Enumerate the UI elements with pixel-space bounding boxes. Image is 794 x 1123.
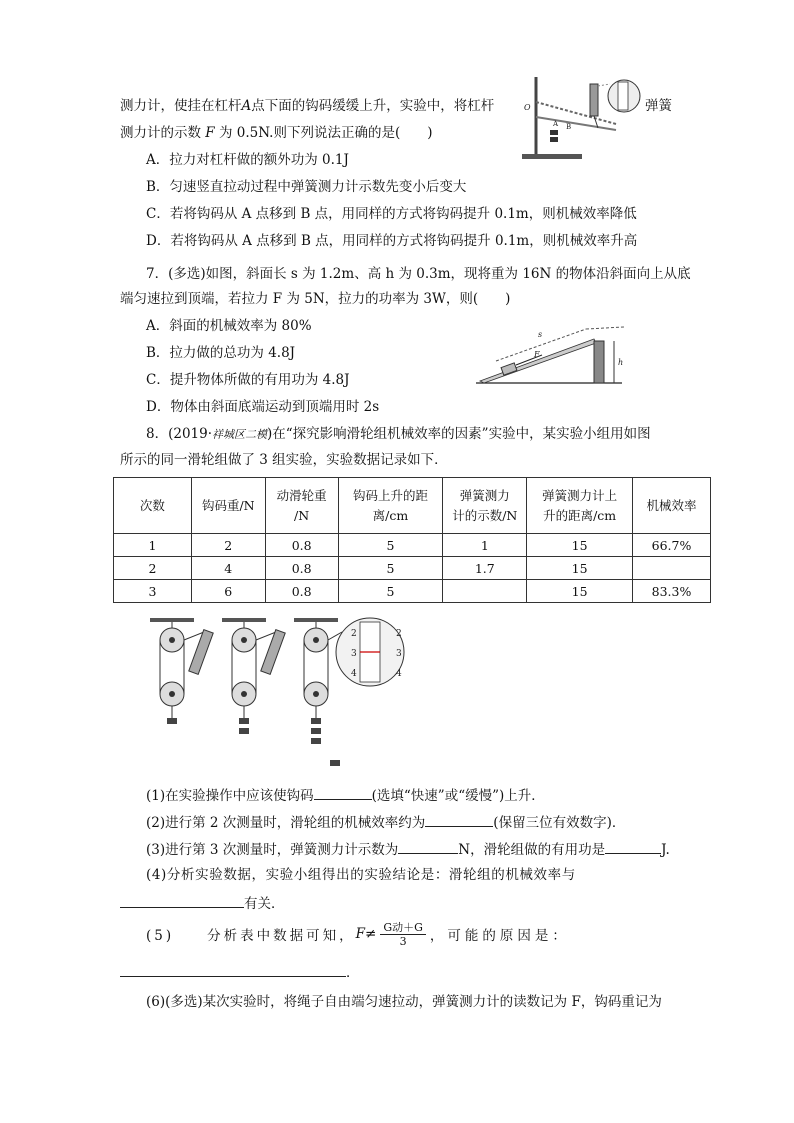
table-cell: 5: [338, 534, 443, 557]
lever-figure: [506, 72, 642, 162]
header-text: 钩码重/N: [201, 497, 255, 513]
table-cell: 2: [114, 557, 192, 580]
table-row: [114, 534, 711, 557]
q6-option-a: A．拉力对杠杆做的额外功为 0.1J: [146, 152, 349, 168]
q7-option-b: B．拉力做的总功为 4.8J: [146, 345, 296, 361]
incline-figure: [474, 323, 636, 387]
answer-blank[interactable]: [120, 962, 346, 977]
table-header: [443, 478, 527, 534]
sub-text: (选填“快速”或“缓慢”)上升．: [371, 788, 545, 804]
header-text: 离/cm: [372, 507, 409, 523]
q6-text: 为 0.5N.则下列说法正确的是( ): [218, 125, 433, 141]
q6-option-c: C．若将钩码从 A 点移到 B 点，用同样的方式将钩码提升 0.1m，则机械效率降低: [146, 206, 637, 222]
table-cell: 0.8: [265, 534, 338, 557]
sub-text: 有关．: [244, 896, 285, 912]
table-cell: 0.8: [265, 580, 338, 603]
q6-text: 测力计，使挂在杠杆: [120, 98, 242, 114]
q8-sub5: [146, 914, 570, 954]
q7-line1: 7．(多选)如图，斜面长 s 为 1.2m、高 h 为 0.3m，现将重为 16N 的物体沿斜面向上从底: [146, 266, 691, 282]
table-cell: 1: [114, 534, 192, 557]
header-text: /N: [294, 507, 310, 523]
answer-blank[interactable]: [425, 812, 493, 827]
scale-label: 2: [351, 629, 357, 639]
pulley-figure: [146, 612, 412, 772]
q6-option-b: B．匀速竖直拉动过程中弹簧测力计示数先变小后变大: [146, 179, 467, 195]
scale-label: 2: [396, 629, 402, 639]
header-text: 升的距离/cm: [543, 507, 617, 523]
scale-label: 4: [396, 669, 402, 679]
fig-label-F: F: [534, 350, 540, 359]
table-cell: 0.8: [265, 557, 338, 580]
table-cell: 2: [191, 534, 265, 557]
q8-text: )在“探究影响滑轮组机械效率的因素”实验中，某实验小组用如图: [267, 426, 651, 442]
fraction-denominator: 3: [399, 934, 407, 948]
q8-sub3: [146, 839, 670, 859]
fig-label-s: s: [538, 330, 543, 339]
header-text: 钩码上升的距: [352, 487, 428, 503]
q6-text: 测力计的示数: [120, 125, 201, 141]
table-row: [114, 580, 711, 603]
table-header: [191, 478, 265, 534]
q8-sub4: (4)分析实验数据，实验小组得出的实验结论是：滑轮组的机械效率与: [146, 867, 576, 883]
table-cell: [443, 580, 527, 603]
q8-source: 祥城区二模: [212, 428, 268, 441]
var-A: A: [241, 98, 252, 114]
table-cell: 1.7: [443, 557, 527, 580]
header-text: 计的示数/N: [452, 507, 518, 523]
table-header: [338, 478, 443, 534]
sub-text: ．: [346, 965, 360, 981]
fraction: [380, 921, 426, 948]
pulley-setup-3: [294, 618, 342, 744]
table-cell: 3: [114, 580, 192, 603]
pulley-setup-1: [150, 618, 213, 724]
q6-line2: [120, 124, 433, 142]
table-header: [114, 478, 192, 534]
pulley-setup-2: [222, 618, 285, 734]
q7-option-d: D．物体由斜面底端运动到顶端用时 2s: [146, 399, 380, 415]
table-cell: 66.7%: [633, 534, 711, 557]
answer-blank[interactable]: [314, 785, 372, 800]
scale-label: 3: [351, 649, 357, 659]
q8-line1: [146, 425, 651, 444]
scale-label: 4: [351, 669, 357, 679]
sub-text: (5) 分析表中数据可知，: [146, 928, 356, 944]
q8-text: 8．(2019·: [146, 426, 213, 442]
q6-text: 点下面的钩码缓缓上升，实验中，将杠杆: [251, 98, 495, 114]
table-cell: 5: [338, 557, 443, 580]
header-text: 次数: [139, 497, 165, 513]
q7-line2: 端匀速拉到顶端，若拉力 F 为 5N，拉力的功率为 3W，则( ): [120, 291, 511, 307]
q7-option-c: C．提升物体所做的有用功为 4.8J: [146, 372, 350, 388]
q6-option-d: D．若将钩码从 A 点移到 B 点，用同样的方式将钩码提升 0.1m，则机械效率升高: [146, 233, 638, 249]
answer-blank[interactable]: [120, 893, 244, 908]
table-header: [633, 478, 711, 534]
scale-label: 3: [396, 649, 402, 659]
table-cell: 5: [338, 580, 443, 603]
table-header: [527, 478, 633, 534]
table-cell: 15: [527, 534, 633, 557]
table-cell: 83.3%: [633, 580, 711, 603]
header-text: 动滑轮重: [276, 487, 327, 503]
q8-sub2: [146, 812, 625, 832]
fig-label-h: h: [618, 358, 624, 367]
q8-sub5-line2: [120, 962, 360, 982]
sub-text: (3)进行第 3 次测量时，弹簧测力计示数为: [146, 842, 399, 858]
sub-text: N，滑轮组做的有用功是: [458, 842, 606, 858]
var-F: F: [205, 125, 215, 141]
svg-text:B: B: [566, 123, 572, 131]
q8-line2: 所示的同一滑轮组做了 3 组实验，实验数据记录如下．: [120, 452, 448, 468]
q6-line1-end: 弹簧: [645, 98, 672, 114]
q6-line1: [120, 97, 494, 115]
q8-sub4-line2: [120, 893, 285, 913]
table-cell: 6: [191, 580, 265, 603]
header-text: 弹簧测力: [459, 487, 510, 503]
sub-text: (2)进行第 2 次测量时，滑轮组的机械效率约为: [146, 815, 426, 831]
sub-text: (1)在实验操作中应该使钩码: [146, 788, 314, 804]
fraction-numerator: G动＋G: [380, 921, 426, 935]
data-table: [113, 477, 711, 603]
table-cell: 15: [527, 580, 633, 603]
table-header-row: [114, 478, 711, 534]
q8-sub1: [146, 785, 545, 805]
q7-option-a: A．斜面的机械效率为 80%: [146, 318, 312, 334]
header-text: 弹簧测力计上: [542, 487, 618, 503]
svg-text:A: A: [553, 120, 559, 128]
table-cell: 1: [443, 534, 527, 557]
svg-text:O: O: [524, 103, 531, 112]
table-row: [114, 557, 711, 580]
sub-text: J.: [661, 842, 670, 858]
table-cell: [633, 557, 711, 580]
sub-text: ，可能的原因是：: [429, 928, 570, 944]
answer-blank[interactable]: [605, 839, 661, 854]
header-text: 机械效率: [646, 497, 697, 513]
table-cell: 15: [527, 557, 633, 580]
answer-blank[interactable]: [398, 839, 458, 854]
table-header: [265, 478, 338, 534]
table-cell: 4: [191, 557, 265, 580]
sub-text: (保留三位有效数字)．: [493, 815, 626, 831]
q8-sub6: (6)(多选)某次实验时，将绳子自由端匀速拉动，弹簧测力计的读数记为 F，钩码重记为: [146, 994, 662, 1010]
formula-F: F≠: [355, 926, 377, 942]
